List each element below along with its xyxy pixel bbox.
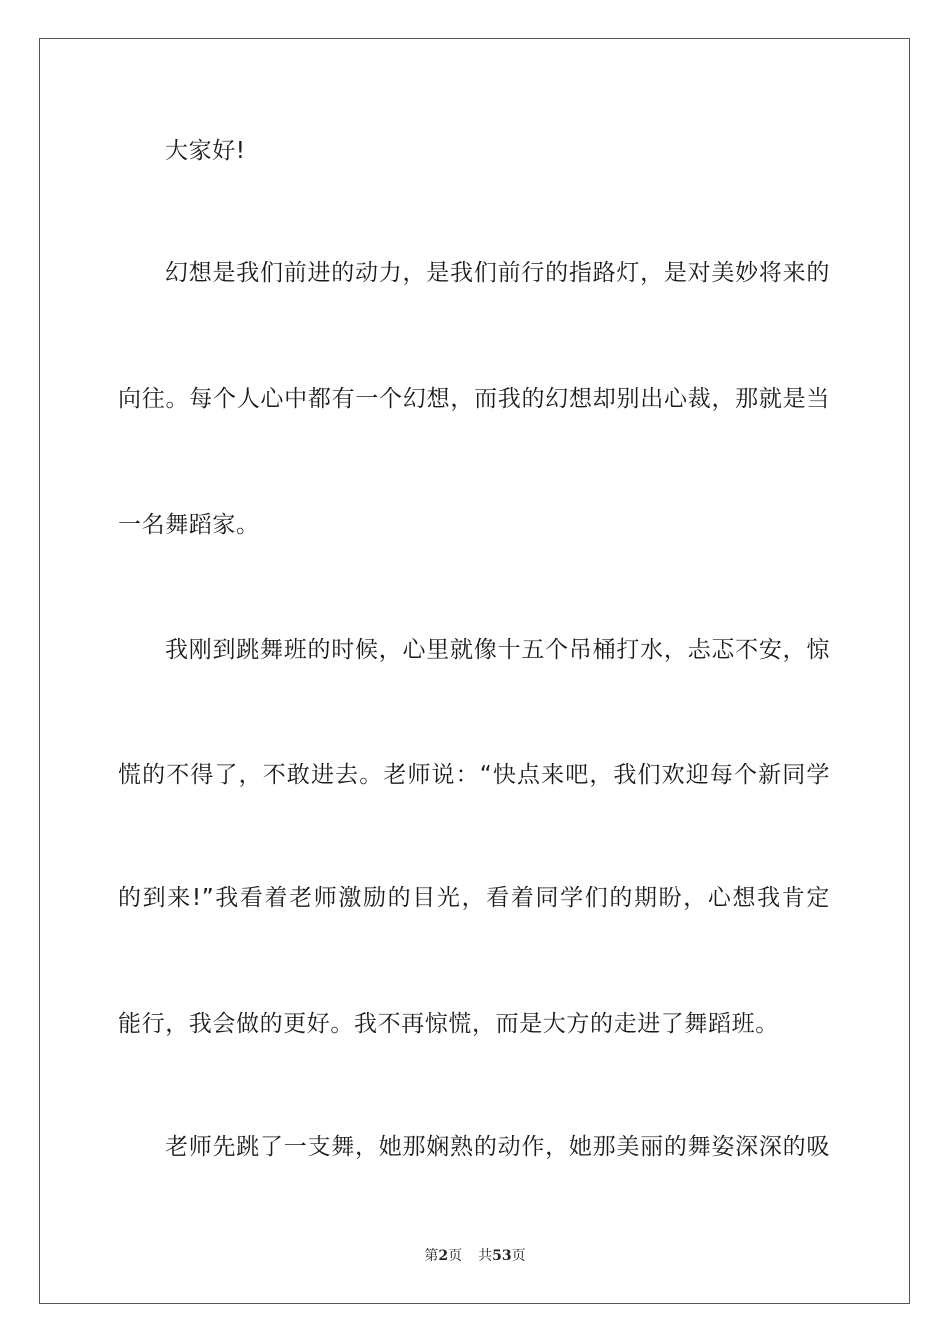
current-page-number: 2	[438, 1248, 449, 1264]
greeting-line: 大家好!	[165, 138, 246, 164]
paragraph-2-line-2: 慌的不得了，不敢进去。老师说：“快点来吧，我们欢迎每个新同学	[118, 762, 830, 788]
paragraph-3-line-1: 老师先跳了一支舞，她那娴熟的动作，她那美丽的舞姿深深的吸	[165, 1134, 830, 1160]
total-prefix: 共	[478, 1248, 493, 1264]
paragraph-2-line-4: 能行，我会做的更好。我不再惊慌，而是大方的走进了舞蹈班。	[118, 1011, 779, 1037]
paragraph-2-line-1: 我刚到跳舞班的时候，心里就像十五个吊桶打水，忐忑不安，惊	[165, 637, 830, 663]
total-suffix: 页	[511, 1248, 526, 1264]
page-border	[39, 38, 910, 1304]
paragraph-1-line-1: 幻想是我们前进的动力，是我们前行的指路灯，是对美妙将来的	[165, 260, 830, 286]
page-suffix: 页	[448, 1248, 463, 1264]
page-footer	[0, 1246, 950, 1266]
paragraph-1-line-3: 一名舞蹈家。	[118, 512, 260, 538]
paragraph-1-line-2: 向往。每个人心中都有一个幻想，而我的幻想却别出心裁，那就是当	[118, 386, 830, 412]
total-pages-number: 53	[492, 1248, 512, 1264]
paragraph-2-line-3: 的到来!”我看着老师激励的目光，看着同学们的期盼，心想我肯定	[118, 885, 830, 911]
page-prefix: 第	[424, 1248, 439, 1264]
